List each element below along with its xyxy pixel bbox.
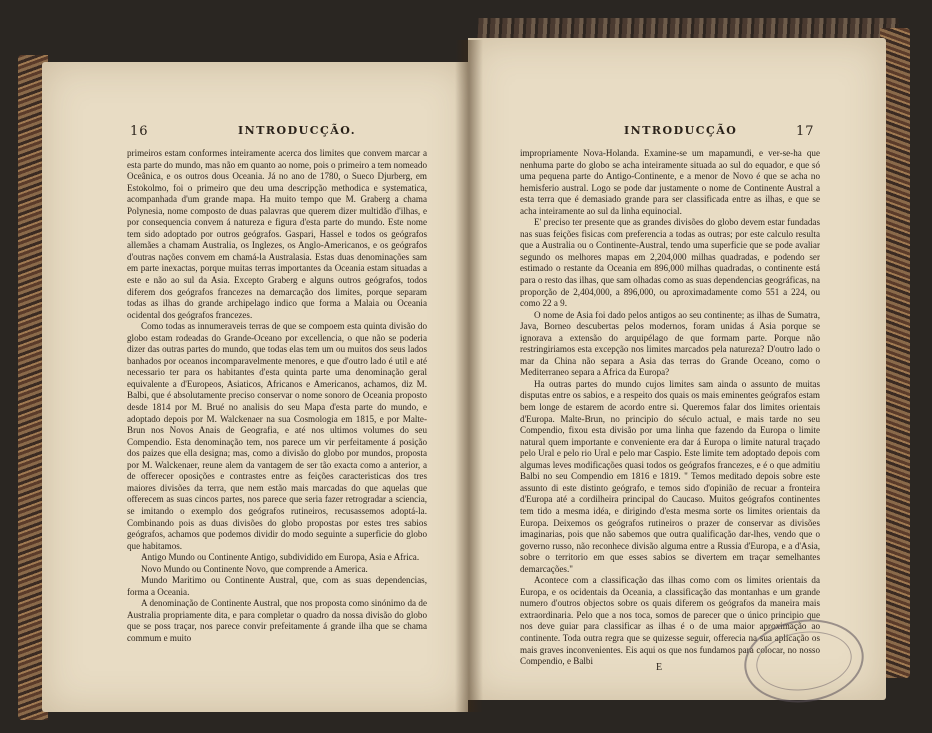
- right-page: [468, 38, 886, 700]
- signature-mark: E: [656, 662, 663, 673]
- paragraph: Acontece com a classificação das ilhas como com os limites orientais da Europa, e os ocidentais da Oceania, a classificação das montanhas e um grande numero d'outros objectos sobre os quais diferem os geógrafos da maneira mais extraordinaria. Pelo que a nos toca, somos de parecer que o único principio que nos deve guiar para classificar as ilhas é o de uma maior aproximação ao continente. Toda outra regra que se quizesse seguir, offerecia na sua aplicação os mais graves inconvenientes. Eis aqui os que nos fundamos para colocar, no nosso Compendio, e Balbi: [520, 575, 820, 667]
- paragraph: Como todas as innumeraveis terras de que se compoem esta quinta divisão do globo estam rodeadas do Grande-Oceano por excellencia, o que não se poderia dizer das outras partes do mundo, que todas elas tem um ou muitos dos seus lados banhados por oceanos incomparavelmente menores, e que d'outro lado é util e até necessario ter para os habitantes d'esta quinta parte uma denominação geral equivalente a d'Europeos, Asiaticos, Africanos e Americanos, achamos, diz M. Balbi, que é absolutamente preciso conservar o nome sonoro de Oceania proposto desde 1814 por M. Brué no analisis do seu Mapa d'esta parte do mundo, e adoptado depois por M. Walckenaer na sua Cosmologia em 1815, e por Malte-Brun nos Novos Anais de Geografia, e até nos ultimos volumes do seu Compendio. Esta denominação tem, nos parece um vir perfeitamente á posição dos paizes que ella designa; mas, como a divisão do globo por mundos, proposta por M. Walckenaer, reune alem da vantagem de ser tão exacta como a anterior, a de offerecer oposições e contrastes entre as feições caracteristicas dos tres maiores divisões da terra, que nem estão mais marcadas do que aquelas que offerecem as suas cincos partes, nos parece que seria fazer retrogradar a sciencia, se imitando o exemplo dos geógrafos rutineiros, recusassemos adoptá-la. Combinando pois as duas divisões do globo propostas por estes tres sabios geógrafos, achamos que podemos dividir do modo seguinte a superficie do globo que habitamos.: [127, 321, 427, 551]
- library-stamp-inner: [752, 626, 855, 697]
- paragraph: Ha outras partes do mundo cujos limites sam ainda o assunto de muitas disputas entre os sabios, e a respeito dos quais os mais eminentes geógrafos estam bem longe de estarem de acordo entre si. Queremos falar dos limites orientais d'Europa. Malte-Brun, no principio do século actual, e mais tarde no seu Compendio, fixou esta divisão por uma linha que fazendo da Europa o limite natural quem importante e conveniente era dar á Europa o limite natural traçado pelo Ural e pelo rio Ural e pelo mar Caspio. Este limite tem adoptado depois com algumas leves modificações quasi todos os geógrafos francezes, e é o que admitiu Balbi no seu Compendio em 1816 e 1819. " Temos meditado depois sobre este assunto di este distinto geógrafo, e temos sido d'opinião de recuar a fronteira d'Europa até a cordilheira principal do Caucaso. Muitos geógrafos continentes tem tido a mesma idéa, e dirigindo d'esta mesma sorte os limites orientais da Europa. Deixemos os geógrafos rutineiros o prazer de conservar as divisões imaginarias, pois que não sabemos que outra qualificação dar-lhes, vendo que o governo russo, não reconhece divisão alguma entre a Russia d'Europa, e a d'Asia, sobre o territorio em que esses sabios se divertem em traçar semelhantes demarcações.": [520, 378, 820, 574]
- running-title: INTRODUCÇÃO: [624, 124, 738, 137]
- paragraph: impropriamente Nova-Holanda. Examine-se um mapamundi, e ver-se-ha que nenhuma parte do globo se acha inteiramente situada ao sul do equador, e que só uma pequena parte do Antigo-Continente, e a menor de Novo é que se acha no hemisferio austral. Logo se pode dar justamente o nome de Continente Austral a esta terra que é demasiado grande para ser classificada entre as ilhas, e que se acha inteiramente ao sul da linha equinocial.: [520, 148, 820, 216]
- left-page-body: [127, 148, 427, 645]
- right-page-body: [520, 148, 820, 668]
- paragraph: Mundo Maritimo ou Continente Austral, que, com as suas dependencias, forma a Oceania.: [127, 575, 427, 597]
- paragraph: Antigo Mundo ou Continente Antigo, subdividido em Europa, Asia e Africa.: [141, 552, 420, 563]
- paragraph: A denominação de Continente Austral, que nos proposta como sinónimo da de Australia propriamente dita, e para completar o quadro da nossa divisão do globo que se poss traçar, nos parece convir prefeitamente á grande ilha que se chama commum e muito: [127, 598, 427, 643]
- left-page: [42, 62, 468, 712]
- paragraph: E' preciso ter presente que as grandes divisões do globo devem estar fundadas nas suas feições fisicas com preferencia a todas as outras; por este calculo resulta que a Australia ou o Continente-Austral, tendo uma superficie que se pode avaliar segundo os melhores mapas em 2,204,000 milhas quadradas, e podendo ser estimado o restante da Oceania em 896,000 milhas quadradas, o continente está para o resto das ilhas, que sam olhadas como as suas dependencias geográficas, na proporção de 2,404,000, a 896,000, ou aproximadamente como 551 a 224, ou como 22 a 9.: [520, 217, 820, 309]
- book-gutter: [455, 40, 483, 712]
- paragraph: primeiros estam conformes inteiramente acerca dos limites que convem marcar a esta parte do mundo, mas não em quanto ao nome, pois o primeiro a tem nomeado Oceânica, e os outros dous Oceania. Já no ano de 1780, o Sueco Djurberg, em Estokolmo, foi o primeiro que deu uma descripção methodica e systematica, acompanhada d'um grande mapa. Ha muito tempo que M. Graberg a chama Polynesia, nome composto de duas palavras que querem dizer multidão d'ilhas, e por consequencia convem á natureza e figura d'esta parte do mundo. Este nome tem sido adoptado por outros geógrafos. Gaspari, Hassel e todos os geógrafos allemães a chamam Australia, os Inglezes, os Anglo-Americanos, e os geógrafos d'outras nações convem em chamá-la Australasia. Estas duas denominações sam em parte inexactas, porque muitas terras importantes da Oceania estam situadas a este e não ao sul da Asia. Excepto Graberg e alguns outros geógrafos, todos diferem dos geógrafos francezes na demarcação dos limites, porque separam todas as ilhas do grande archipelago indico que forma a Malaia ou Oceania ocidental dos geógrafos francezes.: [127, 148, 427, 320]
- paragraph: Novo Mundo ou Continente Novo, que comprende a America.: [141, 563, 368, 574]
- running-title: INTRODUCÇÃO.: [238, 124, 357, 137]
- page-number: 16: [130, 124, 149, 139]
- page-number: 17: [796, 124, 815, 139]
- book-edge-top: [477, 18, 898, 40]
- paragraph: O nome de Asia foi dado pelos antigos ao seu continente; as ilhas de Sumatra, Java, Borneo descubertas pelos modernos, foram unidas á Asia porque se ignorava a extensão do arquipélago de que formam parte. Porque não restringiriamos esta excepção nos limites marcados pela natureza? D'outro lado o mar da China não separa a Asia das terras do Grande Oceano, como o Mediterraneo separa a Africa da Europa?: [520, 309, 820, 378]
